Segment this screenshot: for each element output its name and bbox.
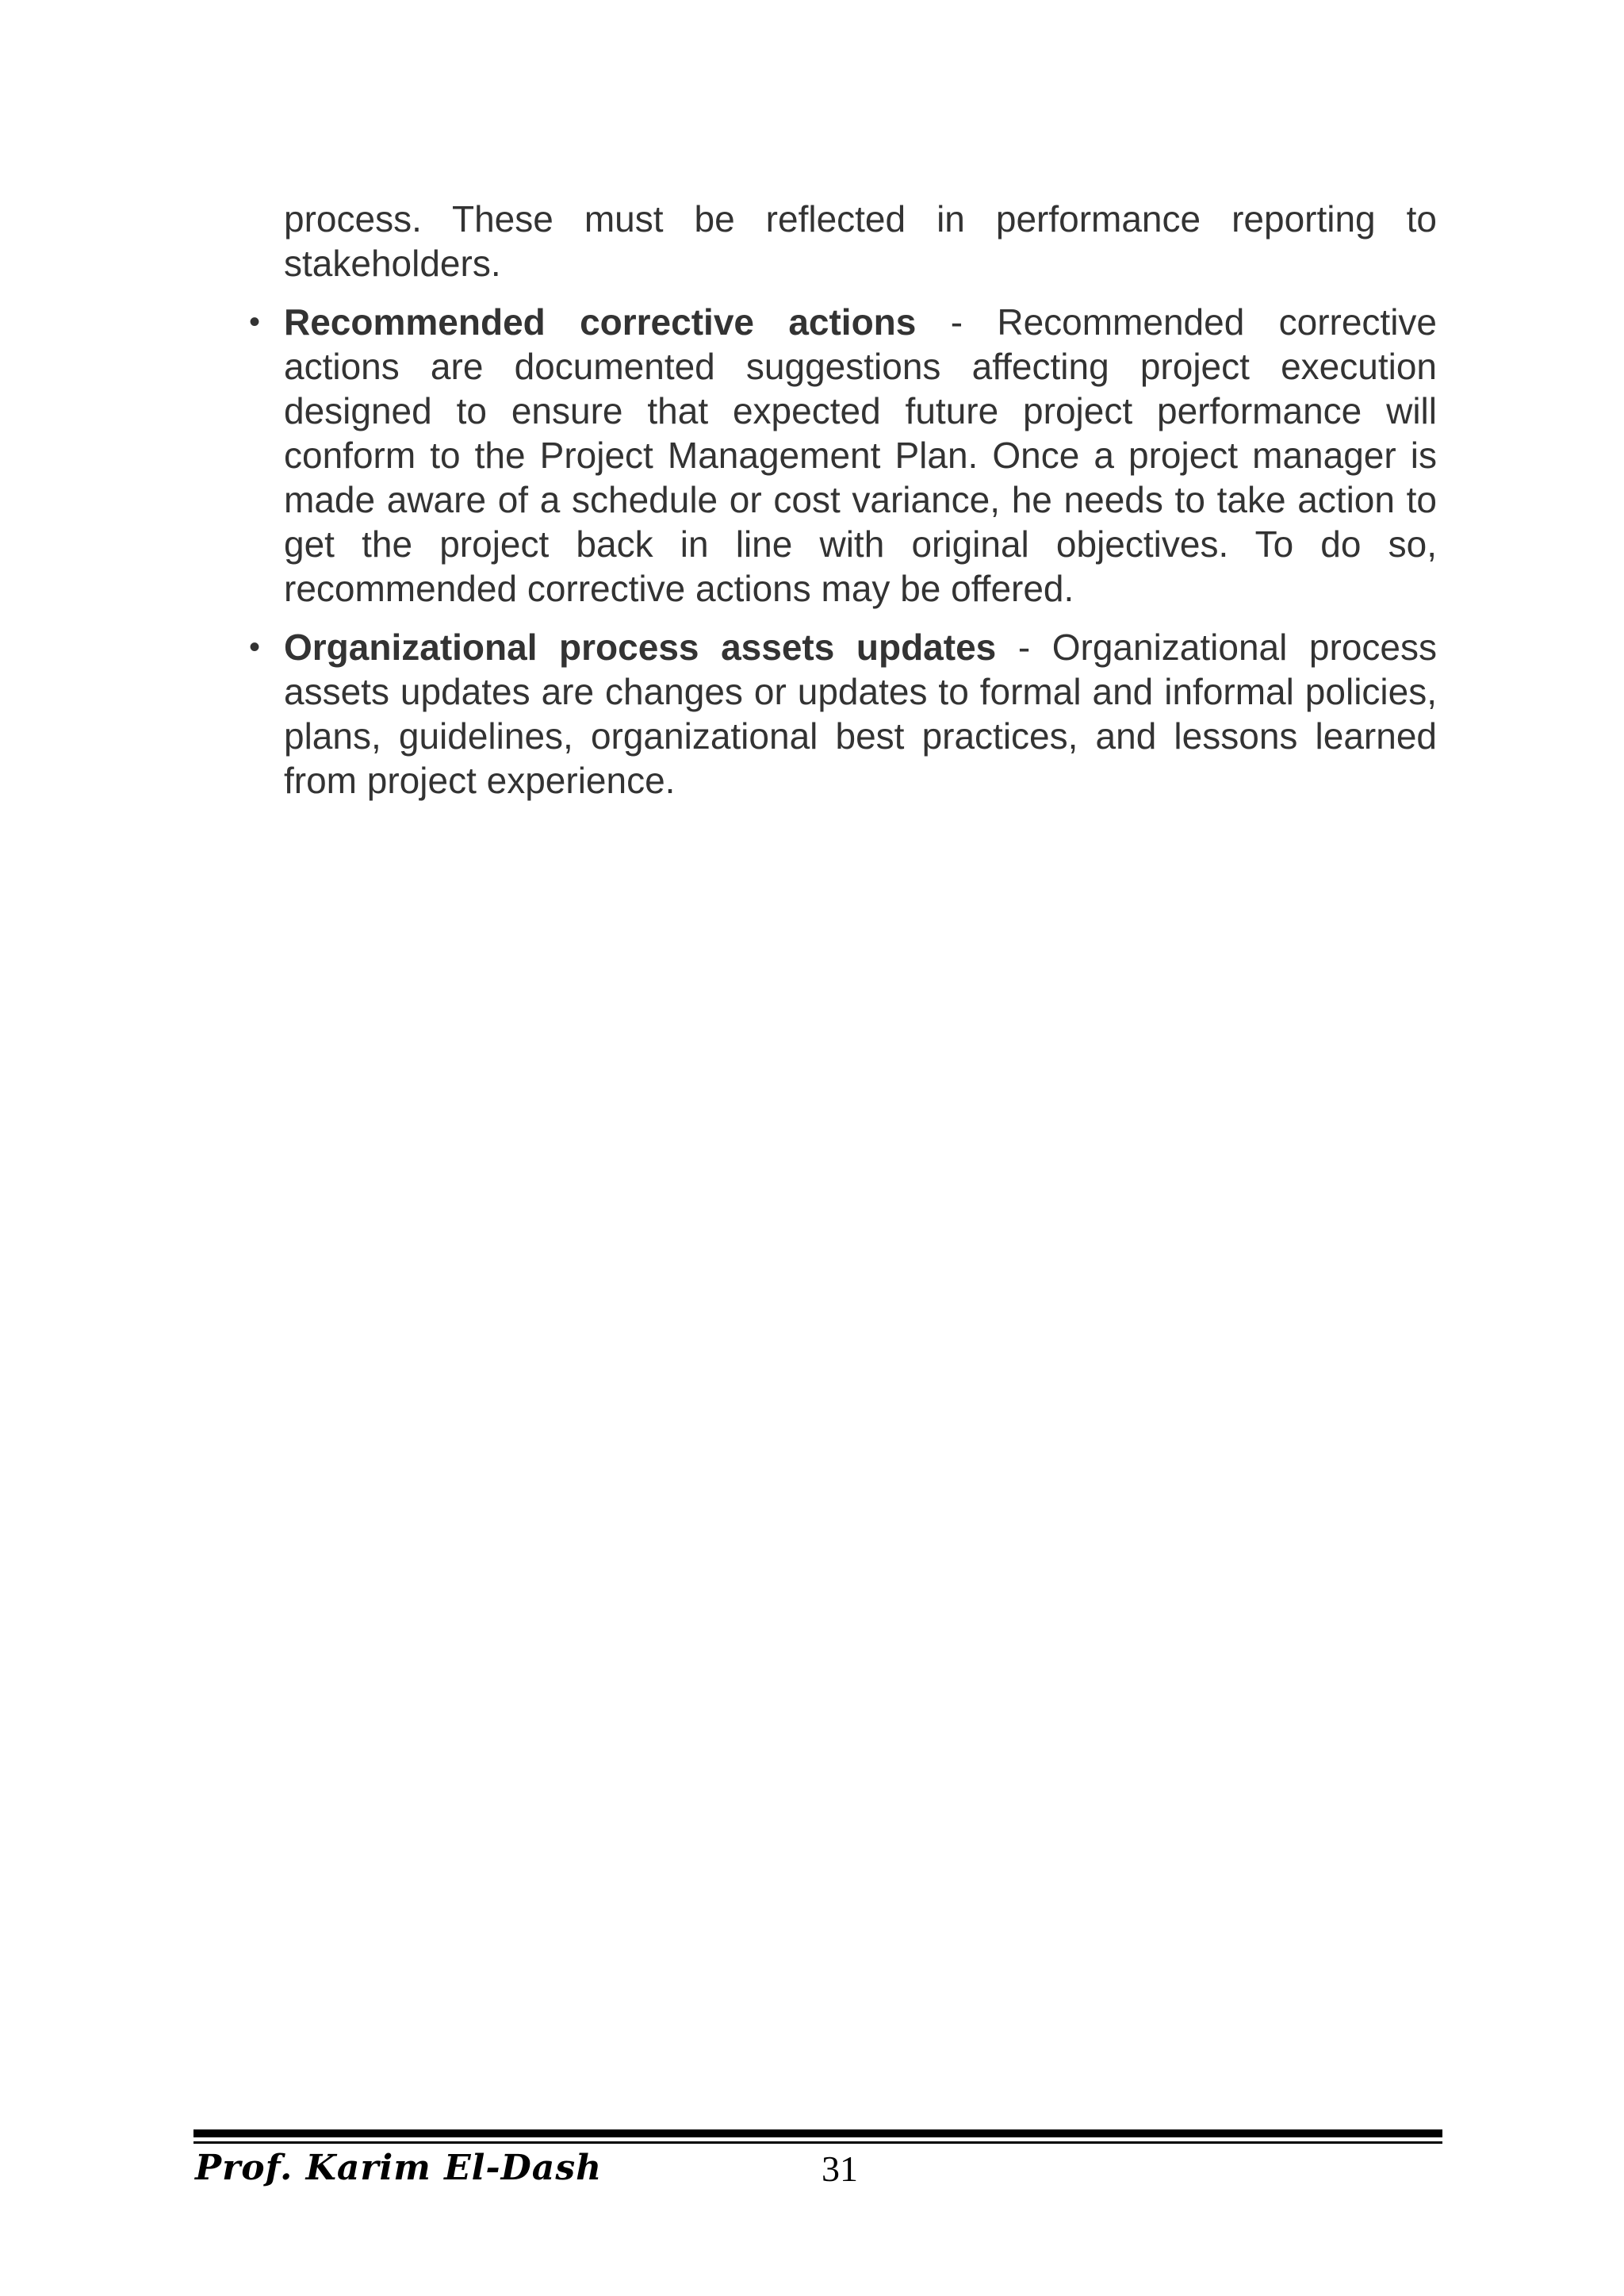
bullet-list <box>249 300 1437 803</box>
bullet-dot-icon: • <box>249 630 261 665</box>
page-number: 31 <box>822 2148 858 2189</box>
bullet-term: Organizational process assets updates <box>284 627 997 668</box>
bullet-term: Recommended corrective actions <box>284 301 917 343</box>
continuation-paragraph: process. These must be reflected in performance reporting to stakeholders. <box>284 198 1437 284</box>
bullet-description: - Organizational process assets updates are changes or updates to formal and informal policies, plans, guidelines, organizational best practices, and lessons learned from project experience. <box>284 627 1437 801</box>
footer-author: Prof. Karim El-Dash <box>195 2148 603 2188</box>
footer-rule-thin <box>193 2141 1442 2144</box>
footer-rule-thick <box>193 2129 1442 2137</box>
bullet-item-recommended-corrective-actions <box>249 300 1437 611</box>
bullet-description: - Recommended corrective actions are documented suggestions affecting project execution designed to ensure that expected future project performance will conform to the Project Management Plan. Once a project manager is made aware of a schedule or cost variance, he needs to take action to get the project back in line with original objectives. To do so, recommended corrective actions may be offered. <box>284 301 1437 609</box>
body-text <box>249 197 1437 817</box>
bullet-item-organizational-process-assets-updates <box>249 625 1437 803</box>
bullet-dot-icon: • <box>249 305 261 339</box>
